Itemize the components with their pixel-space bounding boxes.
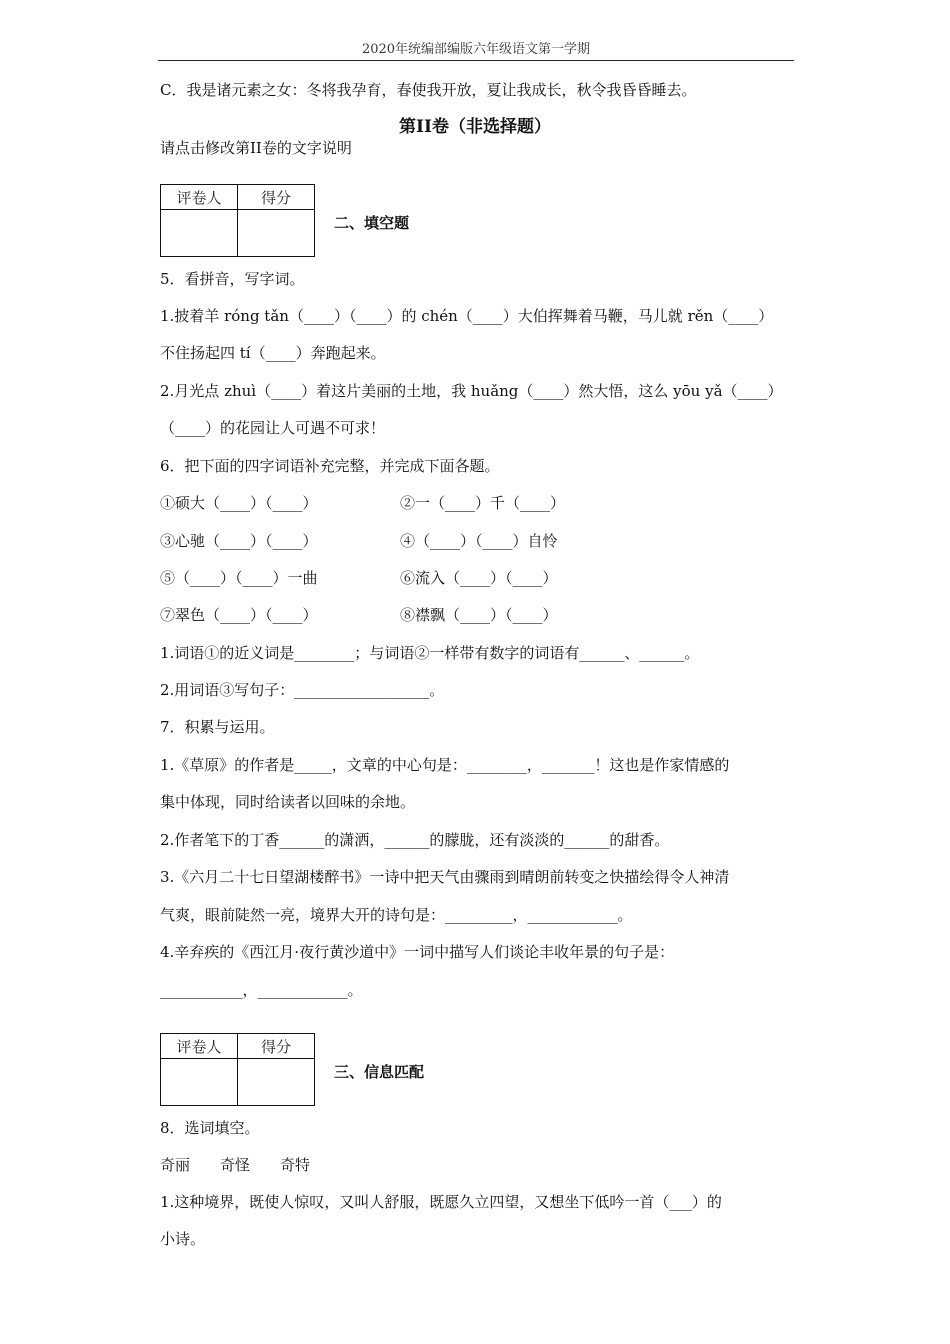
section2-title: 二、填空题	[334, 214, 410, 232]
q7-1-line1: 1.《草原》的作者是_____，文章的中心句是：________，_______！这也是作家情感的	[160, 756, 730, 774]
score-table-2	[160, 1033, 315, 1106]
grader-cell	[161, 210, 238, 257]
q6: 6．把下面的四字词语补充完整，并完成下面各题。	[160, 457, 500, 475]
q5-1-line2: 不住扬起四 tí（____）奔跑起来。	[160, 344, 386, 362]
score-cell	[238, 210, 315, 257]
q7-1-line2: 集中体现，同时给读者以回味的余地。	[160, 793, 416, 811]
q6-item-8: ⑧襟飘（____）（____）	[400, 606, 558, 624]
part2-title: 第II卷（非选择题）	[399, 117, 551, 137]
q5-2-line1: 2.月光点 zhuì（____）着这片美丽的土地，我 huǎng（____）然大悟，这么 yōu yǎ（____）	[160, 382, 783, 400]
q8: 8．选词填空。	[160, 1119, 260, 1137]
option-c: C．我是诸元素之女：冬将我孕育，春使我开放，夏让我成长，秋令我昏昏睡去。	[160, 81, 697, 99]
q6-item-2: ②一（____）千（____）	[400, 494, 566, 512]
grader-cell	[161, 1059, 238, 1106]
q7-2: 2.作者笔下的丁香______的潇洒，______的朦胧，还有淡淡的______的甜香。	[160, 831, 670, 849]
q7-3-line1: 3.《六月二十七日望湖楼醉书》一诗中把天气由骤雨到晴朗前转变之快描绘得令人神清	[160, 868, 730, 886]
q6-1: 1.词语①的近义词是________；与词语②一样带有数字的词语有______、______。	[160, 644, 700, 662]
q7-4-line1: 4.辛弃疾的《西江月·夜行黄沙道中》一词中描写人们谈论丰收年景的句子是：	[160, 943, 675, 961]
score-cell	[238, 1059, 315, 1106]
q8-1-line1: 1.这种境界，既使人惊叹，又叫人舒服，既愿久立四望，又想坐下低吟一首（___）的	[160, 1193, 722, 1211]
section3-title: 三、信息匹配	[334, 1063, 425, 1081]
q5-2-line2: （____）的花园让人可遇不可求！	[160, 419, 386, 437]
q6-item-5: ⑤（____）（____）一曲	[160, 569, 318, 587]
q6-item-1: ①硕大（____）（____）	[160, 494, 318, 512]
q6-item-4: ④（____）（____）自怜	[400, 532, 558, 550]
page-header: 2020年统编部编版六年级语文第一学期	[361, 42, 591, 57]
q5-1-line1: 1.披着羊 róng tǎn（____）（____）的 chén（____）大伯挥舞着马鞭，马儿就 rěn（____）	[160, 307, 774, 325]
score-header: 得分	[238, 185, 315, 210]
q7-3-line2: 气爽，眼前陡然一亮，境界大开的诗句是：_________，____________。	[160, 906, 633, 924]
score-header: 得分	[238, 1034, 315, 1059]
q7-4-line2: ___________，____________。	[160, 981, 363, 999]
part2-note: 请点击修改第II卷的文字说明	[160, 139, 352, 157]
q6-item-3: ③心驰（____）（____）	[160, 532, 318, 550]
q8-1-line2: 小诗。	[160, 1230, 206, 1248]
header-rule	[158, 60, 794, 61]
q8-words: 奇丽 奇怪 奇特	[160, 1156, 311, 1174]
q6-item-6: ⑥流入（____）（____）	[400, 569, 558, 587]
q6-2: 2.用词语③写句子：__________________。	[160, 681, 445, 699]
score-table-1	[160, 184, 315, 257]
grader-header: 评卷人	[161, 185, 238, 210]
grader-header: 评卷人	[161, 1034, 238, 1059]
q7: 7．积累与运用。	[160, 718, 275, 736]
q5: 5．看拼音，写字词。	[160, 270, 305, 288]
q6-item-7: ⑦翠色（____）（____）	[160, 606, 318, 624]
